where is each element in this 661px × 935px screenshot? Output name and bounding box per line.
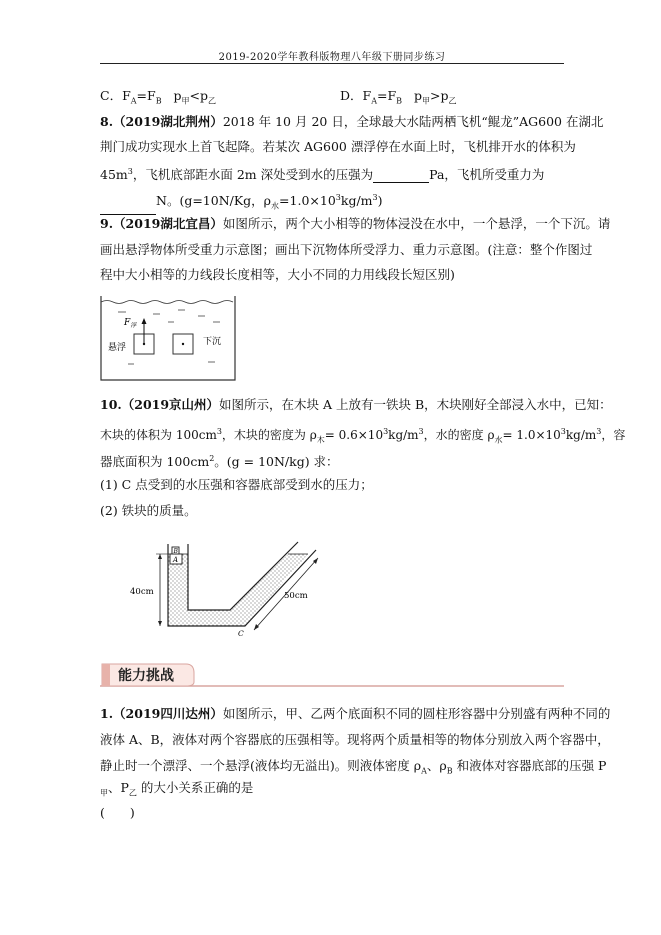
q9-line-1: 9.（2019湖北宜昌）如图所示，两个大小相等的物体浸没在水中，一个悬浮，一个下沉。请 [100,216,611,231]
q9-line-3: 程中大小相等的力线段长度相等，大小不同的力用线段长短区别) [100,267,455,282]
force-label: $F_浮$ [124,318,137,329]
q8-line-1: 8.（2019湖北荆州）2018 年 10 月 20 日，全球最大水陆两栖飞机“鲲龙”AG600 在湖北 [100,114,604,129]
dim-left-label: 40cm [130,587,154,597]
label-sink: 下沉 [203,337,222,347]
label-a: A [173,556,179,564]
q9-line-2: 画出悬浮物体所受重力示意图；画出下沉物体所受浮力、重力示意图。(注意：整个作图过 [100,242,593,257]
dim-left-arrow-bottom [158,621,162,626]
q10-sub-2: (2) 铁块的质量。 [100,503,197,518]
q8-blank-gravity[interactable] [100,202,156,215]
label-c: C [238,629,244,638]
water-surface [101,301,233,304]
p1-answer-paren[interactable]: ( ) [100,805,135,820]
q10-figure [128,536,338,640]
q8-line-4: N。(g=10N/Kg，$\rho_水=1.0\times 10^3kg/m^3$) [100,190,383,215]
p1-line-1: 1.（2019四川达州）如图所示，甲、乙两个底面积不同的圆柱形容器中分别盛有两种不同的 [100,706,611,721]
q8-line-2: 荆门成功实现水上首飞起降。若某次 AG600 漂浮停在水面上时，飞机排开水的体积为 [100,139,576,154]
dim-left-arrow-top [158,554,162,559]
water-fill [168,554,308,626]
p1-line-4: $_甲$、$P_乙$ 的大小关系正确的是 [100,780,254,798]
page-header: 2019-2020学年教科版物理八年级下册同步练习 [218,52,446,63]
option-d: D．$F_A=F_B$ $p_甲>p_乙$ [340,88,457,106]
q8-blank-pressure[interactable] [373,170,429,183]
p1-line-2: 液体 A、B，液体对两个容器底的压强相等。现将两个质量相等的物体分别放入两个容器中， [100,732,610,747]
section-title: 能力挑战 [118,668,174,684]
q9-tag: 9.（2019湖北宜昌） [100,216,223,231]
q10-line-1: 10.（2019京山州）如图所示，在木块 A 上放有一铁块 B，木块刚好全部浸入水中，已知： [100,397,612,412]
banner-tab-accent [102,664,110,686]
section-banner [100,660,564,688]
p1-line-3: 静止时一个漂浮、一个悬浮(液体均无溢出)。则液体密度 $\rho_A$、$\rho_B$ 和液体对容器底部的压强 P [100,758,607,776]
q9-figure [98,292,238,384]
option-c: C．$F_A=F_B$ $p_甲<p_乙$ [100,88,216,106]
p1-tag: 1.（2019四川达州） [100,706,223,721]
header-divider [100,63,564,64]
q10-sub-1: (1) C 点受到的水压强和容器底部受到水的压力； [100,477,373,492]
q10-tag: 10.（2019京山州） [100,397,220,412]
dim-right-label: 50cm [284,591,308,601]
sinking-box-center [182,343,184,345]
buoyant-force-arrowhead [142,318,147,324]
label-b: B [173,548,178,555]
q8-line-3: $45m^3$，飞机底部距水面 2m 深处受到水的压强为 Pa，飞机所受重力为 [100,167,545,183]
label-suspend: 悬浮 [108,343,127,353]
q8-tag: 8.（2019湖北荆州） [100,114,223,129]
q10-line-3: 器底面积为 $100cm^2$。(g = 10N/kg) 求： [100,454,339,470]
q10-line-2: 木块的体积为 $100cm^3$，木块的密度为 $\rho_木= 0.6\times 10^3kg/m^3$，水的密度 $\rho_水= 1.0\times 10^3kg/m^3$，容 [100,427,626,445]
